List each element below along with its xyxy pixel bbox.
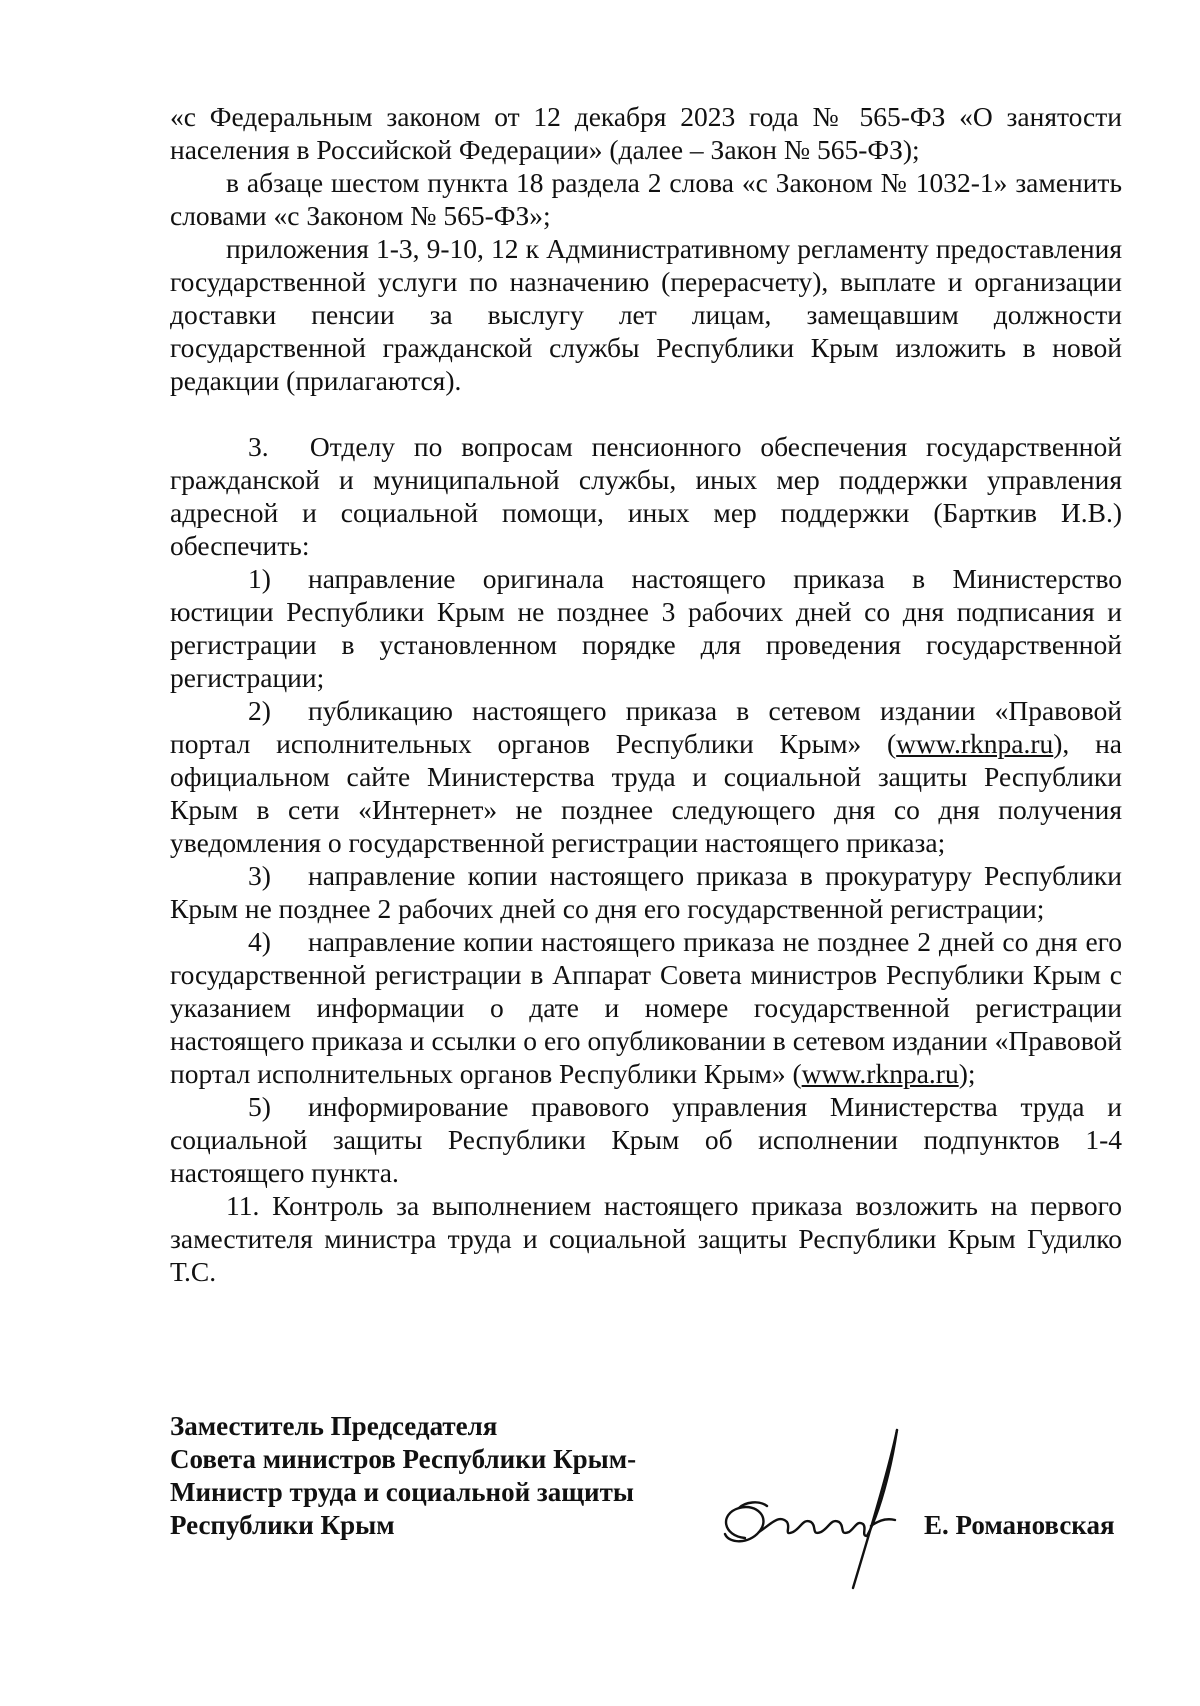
signer-title-line: Совета министров Республики Крым- — [170, 1444, 637, 1474]
list-item-text: направление копии настоящего приказа не позднее 2 дней со дня его государственной регистрации в Аппарат Совета министров Республики Крым с указанием информации о дате и номере государственной регистрации настоящего приказа и ссылки о его опубликовании в сетевом издании «Правовой портал исполнительных органов Республики Крым» ( — [170, 926, 1122, 1089]
list-item — [170, 925, 1122, 1090]
list-item — [170, 1090, 1122, 1189]
paragraph-appendices: приложения 1-3, 9-10, 12 к Административному регламенту предоставления государственной услуги по назначению (перерасчету), выплате и организации доставки пенсии за выслугу лет лицам, замещавшим должности государственной гражданской службы Республики Крым изложить в новой редакции (прилагаются). — [170, 233, 1122, 396]
list-item-text-after: ); — [958, 1058, 976, 1089]
list-item-number: 1) — [248, 563, 271, 594]
list-item-text: направление оригинала настоящего приказа в Министерство юстиции Республики Крым не позднее 3 рабочих дней со дня подписания и регистрации в установленном порядке для проведения государственной регистрации; — [170, 563, 1122, 693]
signature-block — [170, 1410, 1122, 1610]
paragraph-law-reference: «с Федеральным законом от 12 декабря 2023 года № 565-ФЗ «О занятости населения в Российской Федерации» (далее – Закон № 565-ФЗ); — [170, 101, 1122, 165]
list-item — [170, 562, 1122, 694]
list-item-text: направление копии настоящего приказа в прокуратуру Республики Крым не позднее 2 рабочих дней со дня его государственной регистрации; — [170, 860, 1122, 924]
signer-title-line: Министр труда и социальной защиты — [170, 1477, 634, 1507]
document-body — [170, 100, 1122, 1288]
rknpa-link[interactable]: www.rknpa.ru — [801, 1058, 959, 1089]
paragraph-section-3: 3. Отделу по вопросам пенсионного обеспечения государственной гражданской и муниципальной службы, иных мер поддержки управления адресной и социальной помощи, иных мер поддержки (Барткив И.В.) обеспечить: — [170, 431, 1122, 561]
signer-name: Е. Романовская — [924, 1510, 1115, 1540]
paragraph-control-clause: 11. Контроль за выполнением настоящего приказа возложить на первого заместителя министра труда и социальной защиты Республики Крым Гудилко Т.С. — [170, 1190, 1122, 1287]
list-item-number: 2) — [248, 695, 271, 726]
list-item-number: 5) — [248, 1091, 271, 1122]
list-item-number: 3) — [248, 860, 271, 891]
list-item — [170, 859, 1122, 925]
rknpa-link[interactable]: www.rknpa.ru — [896, 728, 1054, 759]
signer-title-line: Заместитель Председателя — [170, 1411, 498, 1441]
list-item-text-after: ), на официальном сайте Министерства труда и социальной защиты Республики Крым в сети «Интернет» не позднее следующего дня со дня получения уведомления о государственной регистрации настоящего приказа; — [170, 728, 1122, 858]
handwritten-signature-icon — [705, 1410, 905, 1600]
list-item-text: информирование правового управления Министерства труда и социальной защиты Республики Крым об исполнении подпунктов 1-4 настоящего пункта. — [170, 1091, 1122, 1188]
list-item — [170, 694, 1122, 859]
list-item-text: публикацию настоящего приказа в сетевом издании «Правовой портал исполнительных органов Республики Крым» ( — [170, 695, 1122, 759]
list-item-number: 4) — [248, 926, 271, 957]
signer-title — [170, 1410, 690, 1542]
signer-title-line: Республики Крым — [170, 1510, 395, 1540]
paragraph-replace-words: в абзаце шестом пункта 18 раздела 2 слова «с Законом № 1032-1» заменить словами «с Законом № 565-ФЗ»; — [170, 167, 1122, 231]
